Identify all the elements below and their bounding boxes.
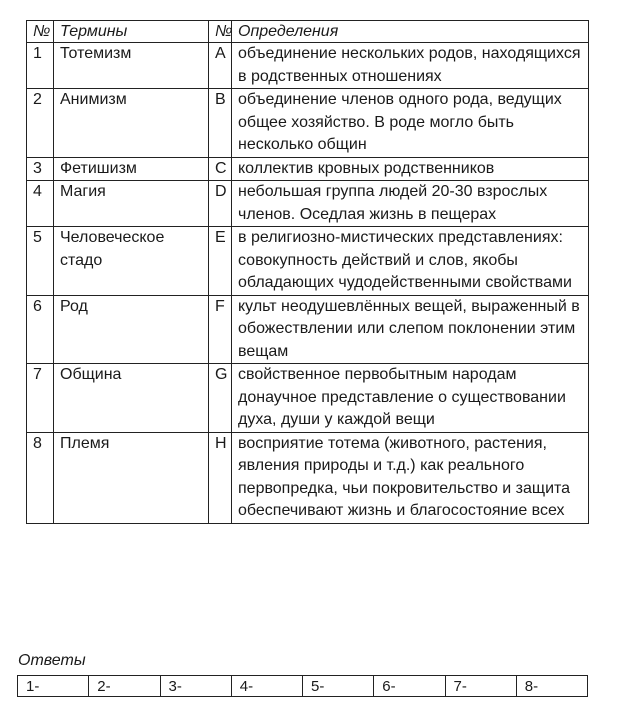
answer-cell[interactable]: 8- xyxy=(516,676,587,697)
terms-table xyxy=(26,20,589,524)
answer-cell[interactable]: 7- xyxy=(445,676,516,697)
row-num: 3 xyxy=(27,157,54,181)
row-num: 5 xyxy=(27,227,54,296)
row-term: Племя xyxy=(54,432,209,523)
table-row xyxy=(27,43,589,89)
row-definition: объединение членов одного рода, ведущих общее хозяйство. В роде могло быть несколько общин xyxy=(232,89,589,158)
table-header-row xyxy=(27,21,589,43)
table-row xyxy=(27,364,589,433)
row-definition: свойственное первобытным народам донаучное представление о существовании духа, души у каждой вещи xyxy=(232,364,589,433)
row-num: 4 xyxy=(27,181,54,227)
row-term: Анимизм xyxy=(54,89,209,158)
header-letter: № xyxy=(209,21,232,43)
table-row xyxy=(27,295,589,364)
header-definition: Определения xyxy=(232,21,589,43)
answer-cell[interactable]: 4- xyxy=(231,676,302,697)
answer-cell[interactable]: 6- xyxy=(374,676,445,697)
answers-label: Ответы xyxy=(18,652,86,669)
answers-table xyxy=(17,675,588,697)
answer-cell[interactable]: 5- xyxy=(303,676,374,697)
row-term: Человеческое стадо xyxy=(54,227,209,296)
row-term: Род xyxy=(54,295,209,364)
table-row xyxy=(27,181,589,227)
row-term: Магия xyxy=(54,181,209,227)
row-letter: B xyxy=(209,89,232,158)
row-term: Тотемизм xyxy=(54,43,209,89)
row-letter: H xyxy=(209,432,232,523)
row-definition: культ неодушевлённых вещей, выраженный в обожествлении или слепом поклонении этим вещам xyxy=(232,295,589,364)
row-definition: небольшая группа людей 20-30 взрослых членов. Оседлая жизнь в пещерах xyxy=(232,181,589,227)
row-letter: A xyxy=(209,43,232,89)
row-definition: восприятие тотема (животного, растения, явления природы и т.д.) как реального первопредка, чьи покровительство и защита обеспечивают жизнь и благосостояние всех xyxy=(232,432,589,523)
row-letter: C xyxy=(209,157,232,181)
header-num: № xyxy=(27,21,54,43)
row-num: 1 xyxy=(27,43,54,89)
answers-row xyxy=(18,676,588,697)
table-row xyxy=(27,432,589,523)
row-letter: D xyxy=(209,181,232,227)
row-letter: G xyxy=(209,364,232,433)
row-letter: F xyxy=(209,295,232,364)
row-term: Община xyxy=(54,364,209,433)
row-definition: объединение нескольких родов, находящихся в родственных отношениях xyxy=(232,43,589,89)
table-row xyxy=(27,157,589,181)
row-num: 7 xyxy=(27,364,54,433)
header-term: Термины xyxy=(54,21,209,43)
row-num: 2 xyxy=(27,89,54,158)
answer-cell[interactable]: 1- xyxy=(18,676,89,697)
row-letter: E xyxy=(209,227,232,296)
answer-cell[interactable]: 2- xyxy=(89,676,160,697)
row-num: 8 xyxy=(27,432,54,523)
table-row xyxy=(27,89,589,158)
table-row xyxy=(27,227,589,296)
row-definition: в религиозно-мистических представлениях: совокупность действий и слов, якобы обладающих чудодейственными свойствами xyxy=(232,227,589,296)
row-term: Фетишизм xyxy=(54,157,209,181)
row-definition: коллектив кровных родственников xyxy=(232,157,589,181)
row-num: 6 xyxy=(27,295,54,364)
answer-cell[interactable]: 3- xyxy=(160,676,231,697)
